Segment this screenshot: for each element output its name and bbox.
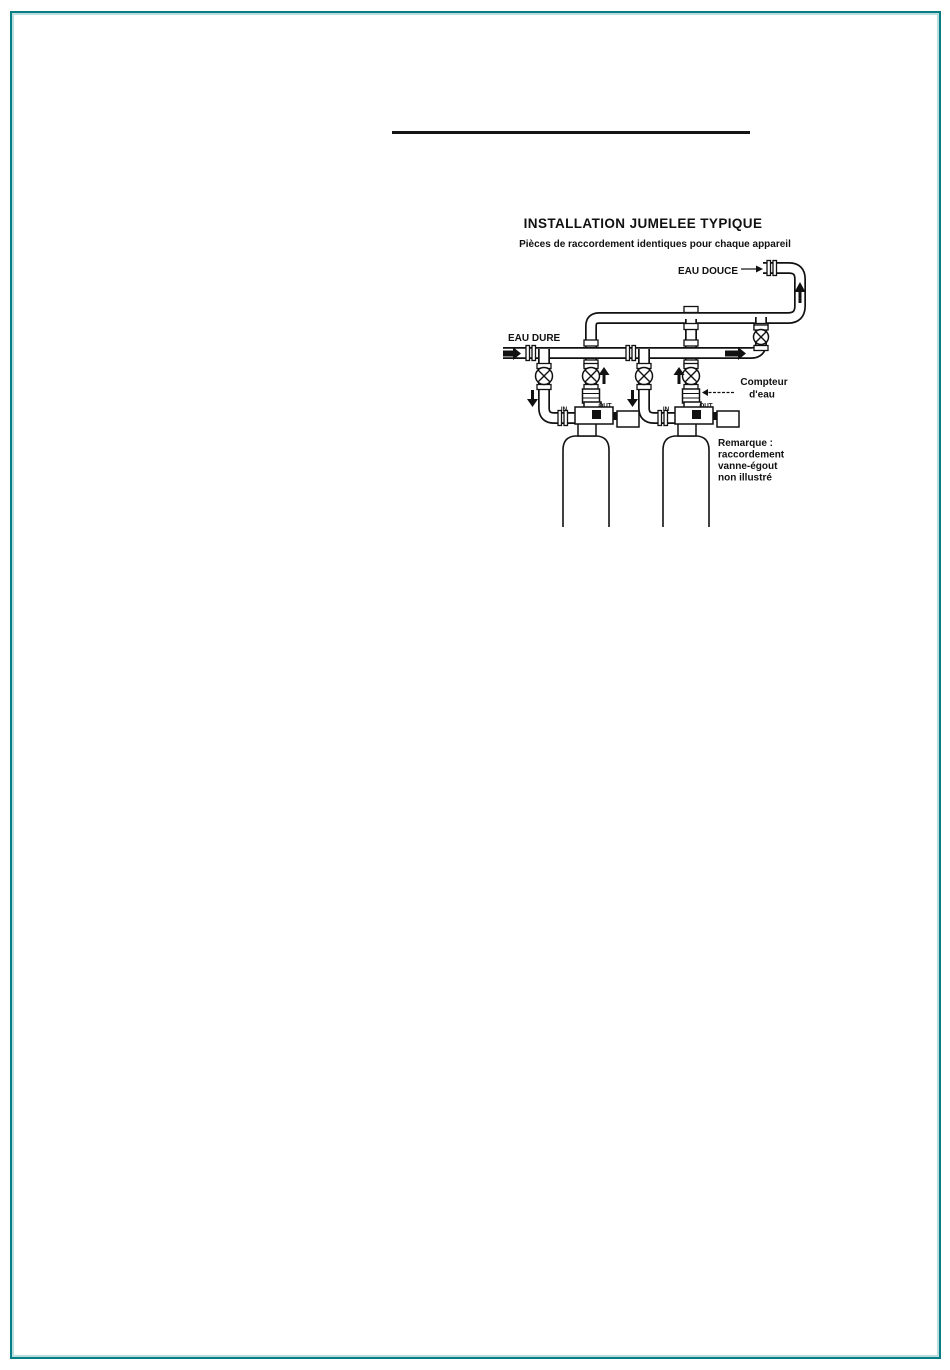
union-fitting <box>767 261 771 276</box>
note-line3: vanne-égout <box>718 461 778 472</box>
tee-fitting <box>684 307 698 313</box>
meter-label-line1: Compteur <box>740 377 788 388</box>
softener-tank-unit1 <box>563 436 609 527</box>
soft-water-label: EAU DOUCE <box>678 266 739 277</box>
diagram-subtitle: Pièces de raccordement identiques pour chaque appareil <box>519 239 791 250</box>
valve-out-label: OUT <box>598 402 612 410</box>
union-fitting <box>658 411 662 426</box>
union-fitting <box>532 346 536 361</box>
piping-diagram-svg <box>493 203 819 537</box>
note-line1: Remarque : <box>718 438 774 449</box>
bypass-ball-valve-icon <box>754 330 769 345</box>
flow-arrow-down-icon <box>527 390 538 407</box>
title-rule <box>392 131 750 134</box>
note-line4: non illustré <box>718 472 772 484</box>
union-fitting <box>632 346 636 361</box>
installation-diagram <box>493 203 819 537</box>
ball-valve-icon <box>683 368 700 385</box>
ball-valve-icon <box>536 368 553 385</box>
union-fitting <box>773 261 777 276</box>
water-meter-unit2 <box>683 389 700 403</box>
valve-in-label: IN <box>662 406 670 413</box>
tank-neck-unit1 <box>578 423 596 436</box>
ball-valve-icon <box>583 368 600 385</box>
valve-collar <box>754 346 768 351</box>
flow-arrow-down-icon <box>627 390 638 407</box>
union-fitting <box>526 346 530 361</box>
cross-fitting <box>684 340 698 346</box>
cross-fitting <box>584 340 598 346</box>
note-line2: raccordement <box>718 449 785 461</box>
valve-out-label: OUT <box>699 402 713 410</box>
valve-in-label: IN <box>560 406 568 413</box>
hard-water-label: EAU DURE <box>508 333 561 344</box>
meter-callout-arrow-icon <box>702 389 734 396</box>
tank-neck-unit2 <box>678 423 696 436</box>
water-meter-unit1 <box>583 389 600 403</box>
meter-label-line2: d'eau <box>749 389 775 401</box>
tee-fitting <box>684 324 698 330</box>
union-fitting <box>626 346 630 361</box>
softener-tank-unit2 <box>663 436 709 527</box>
diagram-title: INSTALLATION JUMELEE TYPIQUE <box>523 216 763 231</box>
soft-water-callout-arrow-icon <box>741 266 763 273</box>
ball-valve-icon <box>636 368 653 385</box>
